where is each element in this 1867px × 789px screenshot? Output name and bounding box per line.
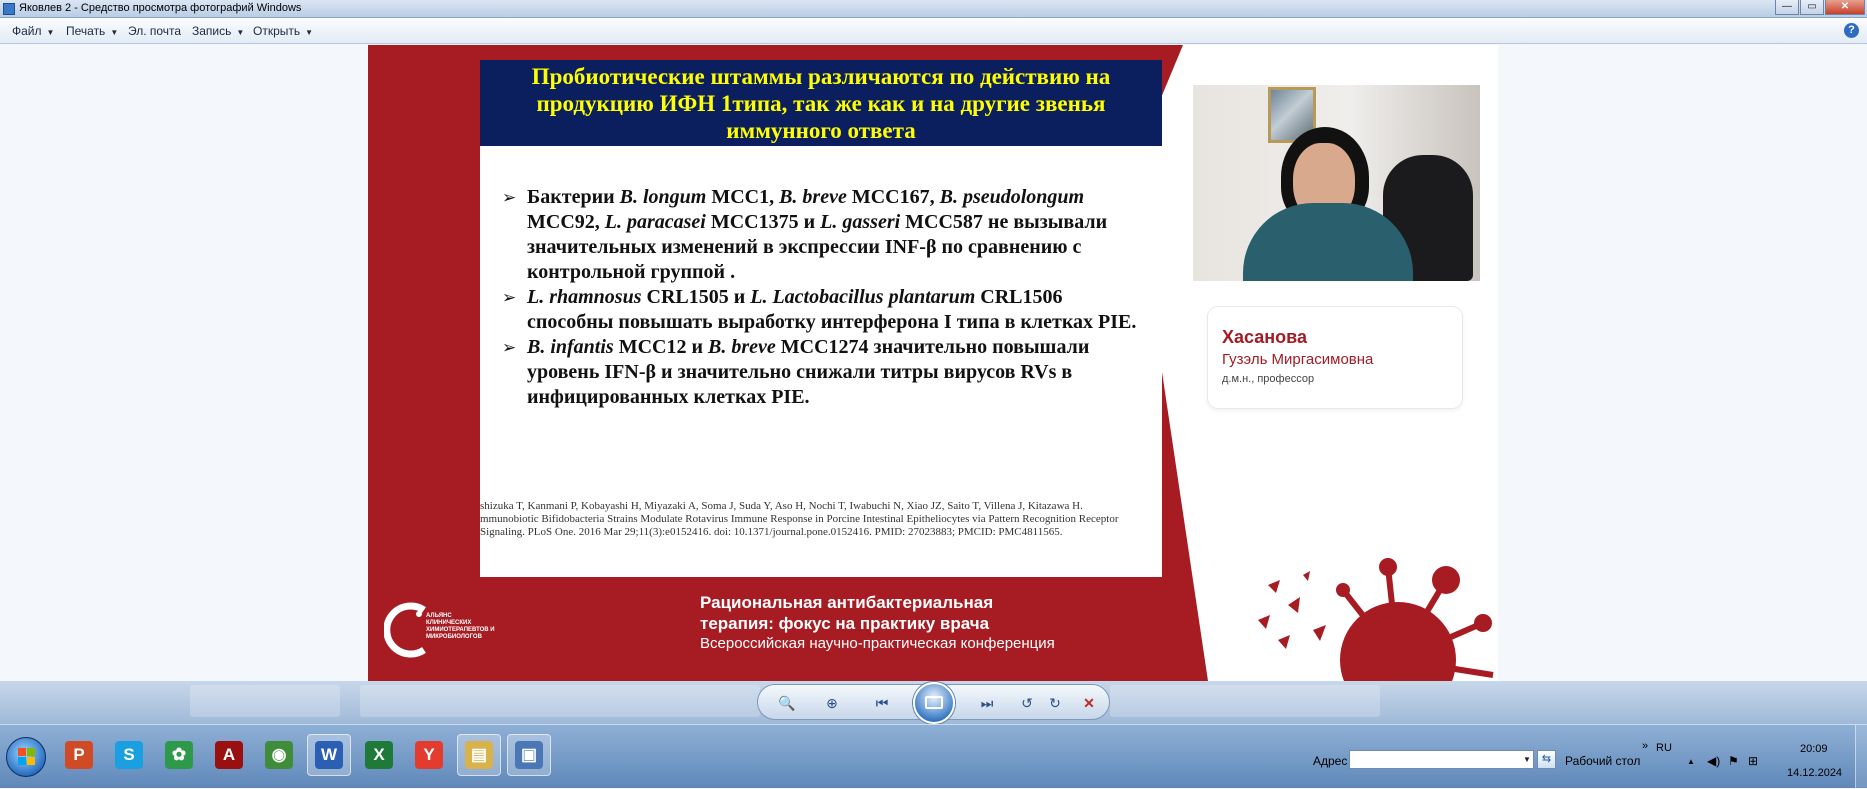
viewer-toolbar [0, 681, 1867, 724]
bullet-item [502, 185, 1142, 285]
taskbar-app-button[interactable] [207, 734, 251, 776]
network-icon[interactable]: ⊞ [1748, 754, 1759, 768]
clock-time[interactable]: 20:09 [1800, 743, 1828, 755]
slide-content-panel [480, 60, 1162, 577]
bullet-species-name: L. paracasei [604, 211, 706, 233]
excel-icon: X [365, 741, 393, 769]
bullet-species-name: L. rhamnosus [527, 286, 642, 308]
rotate-right-icon[interactable]: ↻ [1049, 695, 1061, 711]
skype-icon: S [115, 741, 143, 769]
title-bar [0, 0, 1867, 18]
image-canvas[interactable] [0, 45, 1867, 681]
address-dropdown-icon[interactable]: ▼ [1523, 755, 1531, 764]
photo-viewer-icon: ▣ [515, 741, 543, 769]
address-go-icon[interactable]: ⇆ [1537, 750, 1556, 769]
bullet-text: MCC92, [527, 211, 605, 233]
bullet-text: MCC1, [706, 186, 780, 208]
bullet-species-name: B. breve [779, 186, 847, 208]
previous-icon[interactable]: ⏮ [875, 695, 889, 711]
word-icon: W [315, 741, 343, 769]
menu-print[interactable]: Печать ▼ [66, 24, 119, 38]
taskbar-app-button[interactable] [507, 734, 551, 776]
desktop-toolbar-label[interactable]: Рабочий стол [1565, 754, 1641, 768]
app-green-icon: ✿ [165, 741, 193, 769]
bullet-text: MCC1274 значительно повышали уровень IFN-β и значительно снижали титры вирусов RVs в инфицированных клетках PIE. [527, 336, 1090, 408]
fit-window-icon[interactable]: ⊕ [826, 695, 838, 711]
reference-citation: shizuka T, Kanmani P, Kobayashi H, Miyazaki A, Soma J, Suda Y, Aso H, Nochi T, Iwabuchi N, Xiao JZ, Saito T, Villena J, Kitazawa H. mmunobiotic Bifidobacteria Strains Modulate Rotavirus Immune Response in Porcine Intestinal Epitheliocytes via Pattern Recognition Receptor Signaling. PLoS One. 2016 Mar 29;11(3):e0152416. doi: 10.1371/journal.pone.0152416. PMID: 27023883; PMCID: PMC4811565. [480, 500, 1119, 538]
chevron-down-icon: ▼ [305, 28, 314, 37]
bullet-text: MCC587 не вызывали значительных изменений в экспрессии INF-β по сравнению с контрольной группой . [527, 211, 1108, 283]
windows-logo-icon [18, 748, 36, 766]
speaker-given-name: Гузэль Миргасимовна [1222, 351, 1374, 368]
bullet-text: MCC1375 и [705, 211, 821, 233]
bullet-species-name: B. longum [619, 186, 707, 208]
presentation-slide [368, 45, 1498, 681]
bullet-species-name: B. infantis [527, 336, 614, 358]
zoom-icon[interactable]: 🔍 [778, 695, 796, 711]
bullet-text: Бактерии [527, 186, 620, 208]
toolbar-chevron-icon[interactable]: » [1642, 740, 1649, 752]
bullet-text: CRL1506 способны повышать выработку интерферона I типа в клетках PIE. [527, 286, 1137, 333]
bullet-text: MCC167, [846, 186, 940, 208]
close-button[interactable]: ✕ [1825, 0, 1865, 15]
taskbar-app-button[interactable] [57, 734, 101, 776]
rotate-left-icon[interactable]: ↺ [1021, 695, 1033, 711]
address-input[interactable] [1349, 750, 1534, 769]
menu-email[interactable]: Эл. почта [128, 24, 182, 38]
clock-date[interactable]: 14.12.2024 [1787, 767, 1843, 779]
photo-viewer-app-icon [3, 3, 15, 15]
menu-file[interactable]: Файл ▼ [12, 24, 55, 38]
yandex-icon: Y [415, 741, 443, 769]
slideshow-button[interactable] [913, 682, 955, 724]
bullet-arrow-icon: ➢ [502, 288, 517, 307]
bullet-species-name: B. breve [708, 336, 776, 358]
bullet-species-name: L. Lactobacillus plantarum [750, 286, 976, 308]
viewer-controls [757, 684, 1110, 720]
chevron-down-icon: ▼ [110, 28, 119, 37]
bullet-item [502, 285, 1142, 335]
show-hidden-icons-icon[interactable]: ▲ [1687, 757, 1695, 766]
address-label: Адрес [1313, 754, 1348, 768]
conference-subtitle: Всероссийская научно-практическая конференция [700, 635, 1055, 652]
action-center-flag-icon[interactable]: ⚑ [1728, 754, 1739, 768]
volume-icon[interactable]: ◀) [1707, 754, 1721, 768]
bullet-species-name: B. pseudolongum [939, 186, 1085, 208]
bullet-species-name: L. gasseri [820, 211, 901, 233]
bullet-text: MCC12 и [613, 336, 708, 358]
bullet-list [502, 185, 1142, 410]
chevron-down-icon: ▼ [236, 28, 245, 37]
taskbar-app-button[interactable] [307, 734, 351, 776]
acrobat-icon: A [215, 741, 243, 769]
org-logo [384, 600, 494, 660]
bullet-text: CRL1505 и [641, 286, 751, 308]
chrome-icon: ◉ [265, 741, 293, 769]
menu-burn[interactable]: Запись ▼ [192, 24, 245, 38]
taskbar-app-button[interactable] [407, 734, 451, 776]
taskbar-app-button[interactable] [107, 734, 151, 776]
next-icon[interactable]: ⏭ [980, 695, 994, 711]
speaker-video [1193, 85, 1480, 281]
slide-title-box [480, 60, 1162, 146]
menu-open[interactable]: Открыть ▼ [253, 24, 314, 38]
explorer-icon: ▤ [465, 741, 493, 769]
virus-graphic [1248, 545, 1498, 681]
delete-icon[interactable]: ✕ [1083, 695, 1095, 711]
bullet-arrow-icon: ➢ [502, 188, 517, 207]
conference-title-line1: Рациональная антибактериальная [700, 593, 994, 612]
org-logo-text: АЛЬЯНС КЛИНИЧЕСКИХ ХИМИОТЕРАПЕВТОВ И МИКРОБИОЛОГОВ [426, 613, 495, 640]
taskbar [0, 724, 1867, 788]
language-indicator[interactable]: RU [1656, 742, 1672, 754]
taskbar-app-button[interactable] [457, 734, 501, 776]
bullet-item [502, 335, 1142, 410]
start-button[interactable] [6, 737, 46, 777]
powerpoint-icon: P [65, 741, 93, 769]
help-icon[interactable]: ? [1844, 23, 1859, 38]
menu-bar [0, 18, 1867, 44]
window-controls [1775, 0, 1865, 15]
window-title: Яковлев 2 - Средство просмотра фотографий Windows [19, 2, 302, 14]
conference-title-line2: терапия: фокус на практику врача [700, 614, 990, 633]
speaker-surname: Хасанова [1222, 327, 1307, 347]
conference-title [700, 592, 993, 634]
speaker-degree: д.м.н., профессор [1222, 373, 1315, 385]
taskbar-app-button[interactable] [157, 734, 201, 776]
show-desktop-button[interactable] [1855, 725, 1867, 789]
taskbar-app-button[interactable] [257, 734, 301, 776]
bullet-arrow-icon: ➢ [502, 338, 517, 357]
taskbar-app-button[interactable] [357, 734, 401, 776]
maximize-button[interactable]: ▭ [1800, 0, 1824, 15]
speaker-name-card [1208, 307, 1462, 408]
chevron-down-icon: ▼ [46, 28, 55, 37]
slide-title: Пробиотические штаммы различаются по действию на продукцию ИФН 1типа, так же как и на другие звенья иммунного ответа [531, 63, 1111, 143]
slideshow-icon [925, 696, 943, 709]
minimize-button[interactable]: — [1775, 0, 1799, 15]
